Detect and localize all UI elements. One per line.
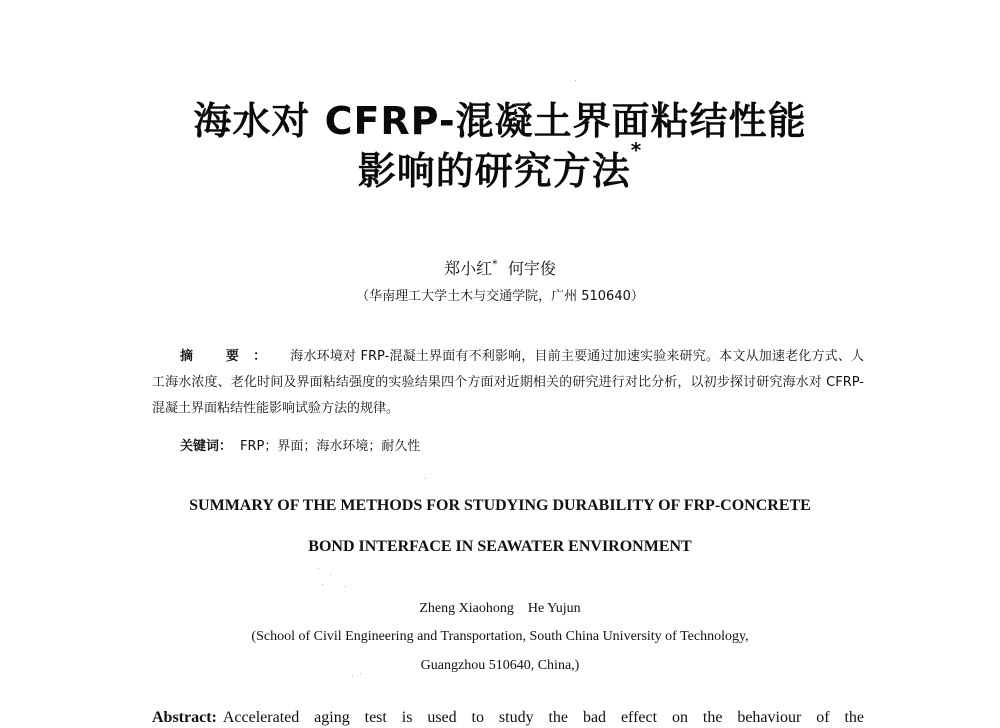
en-abstract-label: Abstract: (152, 709, 217, 726)
cn-keywords (180, 435, 420, 454)
cn-affiliation: （华南理工大学土木与交通学院，广州 510640） (356, 289, 644, 304)
scan-speck (318, 568, 319, 569)
author-footnote-mark: * (492, 257, 498, 271)
en-title-line-1: SUMMARY OF THE METHODS FOR STUDYING DURABILITY OF FRP-CONCRETE (189, 497, 811, 514)
scan-speck (575, 80, 576, 81)
en-affiliation-line-2: Guangzhou 510640, China,) (420, 658, 580, 673)
scan-speck (425, 478, 426, 479)
cn-keywords-label: 关键词： (180, 439, 233, 454)
en-authors: Zheng Xiaohong He Yujun (419, 601, 581, 616)
title-footnote-mark: * (630, 138, 643, 162)
scan-speck (322, 584, 323, 585)
scan-speck (345, 586, 346, 587)
cn-authors: 郑小红* 何宇俊 (444, 257, 556, 278)
paper-title-line-1: 海水对 CFRP-混凝土界面粘结性能 (193, 99, 807, 143)
en-abstract-text: Accelerated aging test is used to study the bad effect on the behaviour of the (222, 709, 864, 726)
en-affiliation-line-1: (School of Civil Engineering and Transportation, South China University of Technology, (251, 629, 749, 644)
en-title-line-2: BOND INTERFACE IN SEAWATER ENVIRONMENT (308, 538, 692, 555)
cn-abstract (152, 344, 864, 422)
scan-speck (330, 574, 331, 575)
en-abstract (152, 709, 864, 727)
cn-keywords-text: FRP；界面；海水环境；耐久性 (240, 439, 421, 454)
scan-speck (360, 673, 361, 674)
paper-title-line-2: 影响的研究方法* (357, 138, 643, 193)
scan-speck (352, 676, 353, 677)
cn-abstract-label: 摘 要： (180, 349, 281, 364)
cn-abstract-text: 海水环境对 FRP-混凝土界面有不利影响，目前主要通过加速实验来研究。本文从加速老化方式、人工海水浓度、老化时间及界面粘结强度的实验结果四个方面对近期相关的研究进行对比分析，以初步探讨研究海水对 CFRP-混凝土界面粘结性能影响试验方法的规律。 (152, 349, 865, 416)
